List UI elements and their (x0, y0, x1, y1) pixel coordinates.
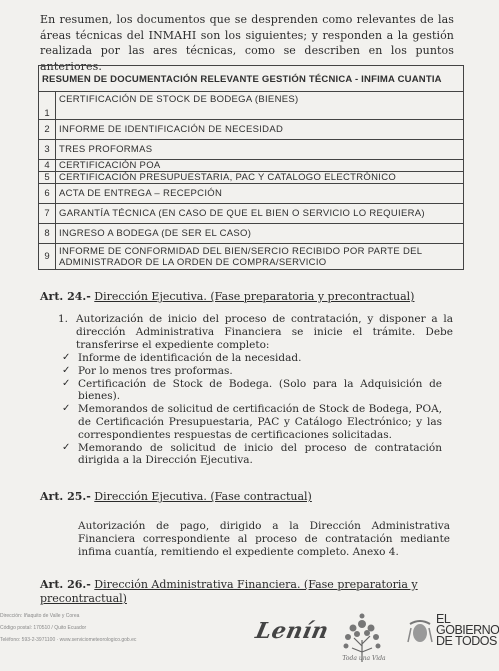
summary-table (38, 65, 464, 270)
row-text: CERTIFICACIÓN PRESUPUESTARIA, PAC Y CATALOGO ELECTRÓNICO (56, 172, 464, 184)
check-icon: ✓ (62, 441, 71, 453)
row-text: INFORME DE CONFORMIDAD DEL BIEN/SERCIO RECIBIDO POR PARTE DEL ADMINISTRADOR DE LA ORDEN DE COMPRA/SERVICIO (56, 244, 464, 270)
table-row (39, 204, 464, 224)
row-number: 4 (39, 160, 56, 172)
article-24-heading (40, 290, 470, 304)
coat-of-arms-icon (408, 618, 432, 648)
tree-logo-caption: Toda una Vida (342, 655, 386, 662)
gov-logo-line: GOBIERNO (436, 623, 499, 637)
address-line: Teléfono: 593-2-3971100 · www.serviciometeorologico.gob.ec (0, 637, 137, 643)
address-line: Código postal: 170510 / Quito Ecuador (0, 625, 87, 631)
table-row (39, 244, 464, 270)
check-icon: ✓ (62, 364, 71, 376)
row-text: CERTIFICACIÓN DE STOCK DE BODEGA (BIENES) (56, 92, 464, 120)
table-row (39, 160, 464, 172)
check-icon: ✓ (62, 352, 71, 363)
list-item-text: Memorandos de solicitud de certificación de Stock de Bodega, POA, de Certificación Presupuestaria, PAC y Catálogo Electrónico; y las correspondientes respuestas de certificaciones solicitadas. (78, 403, 442, 441)
row-number: 5 (39, 172, 56, 184)
row-number: 6 (39, 184, 56, 204)
article-25-paragraph: Autorización de pago, dirigido a la Dirección Administrativa Financiera correspondiente al proceso de contratación mediante infima cuantía, remitiendo el expediente completo. Anexo 4. (78, 520, 450, 558)
footer-address (0, 610, 200, 646)
table-row (39, 92, 464, 120)
row-number: 2 (39, 120, 56, 140)
row-number: 7 (39, 204, 56, 224)
gov-logo-line: DE TODOS (436, 634, 497, 648)
row-number: 9 (39, 244, 56, 270)
summary-table-header: RESUMEN DE DOCUMENTACIÓN RELEVANTE GESTIÓN TÉCNICA - INFIMA CUANTIA (39, 66, 464, 92)
list-item (62, 403, 442, 441)
item-text: Autorización de inicio del proceso de contratación, y disponer a la dirección Administrativa Financiera se inicie el trámite. Debe transferirse el expediente completo: (76, 313, 453, 351)
article-26-heading (40, 578, 470, 606)
table-row (39, 120, 464, 140)
list-item (62, 352, 442, 365)
article-title: Dirección Ejecutiva. (Fase preparatoria y precontractual) (94, 290, 415, 303)
intro-paragraph: En resumen, los documentos que se desprenden como relevantes de las áreas técnicas del INMAHI son los siguientes; y responden a la gestión realizada por las ares técnicas, como se describen en los puntos anteriores. (40, 13, 454, 73)
numbered-item (58, 313, 453, 351)
row-text: INFORME DE IDENTIFICACIÓN DE NECESIDAD (56, 120, 464, 140)
gobierno-logo (436, 614, 499, 647)
row-text: CERTIFICACIÓN POA (56, 160, 464, 172)
checklist (62, 352, 442, 467)
row-text: ACTA DE ENTREGA – RECEPCIÓN (56, 184, 464, 204)
list-item (62, 378, 442, 404)
row-number: 3 (39, 140, 56, 160)
gov-logo-line: EL (436, 612, 451, 626)
table-row (39, 184, 464, 204)
row-number: 8 (39, 224, 56, 244)
article-title: Dirección Ejecutiva. (Fase contractual) (94, 490, 312, 503)
table-row (39, 172, 464, 184)
list-item (62, 442, 442, 468)
lenin-signature-logo: Lenín (253, 618, 332, 644)
item-number: 1. (58, 313, 69, 325)
check-icon: ✓ (62, 403, 71, 415)
list-item-text: Informe de identificación de la necesidad. (78, 352, 302, 364)
table-row (39, 224, 464, 244)
row-number: 1 (39, 92, 56, 120)
list-item-text: Certificación de Stock de Bodega. (Solo para la Adquisición de bienes). (78, 377, 442, 403)
article-label: Art. 26.- (40, 578, 91, 591)
check-icon: ✓ (62, 377, 71, 389)
article-label: Art. 24.- (40, 290, 91, 303)
row-text: GARANTÍA TÉCNICA (EN CASO DE QUE EL BIEN O SERVICIO LO REQUIERA) (56, 204, 464, 224)
article-label: Art. 25.- (40, 490, 91, 503)
list-item-text: Memorando de solicitud de inicio del proceso de contratación dirigida a la Dirección Ejecutiva. (78, 441, 442, 467)
list-item-text: Por lo menos tres proformas. (78, 364, 233, 377)
article-25-heading (40, 490, 470, 504)
table-row (39, 140, 464, 160)
row-text: TRES PROFORMAS (56, 140, 464, 160)
row-text: INGRESO A BODEGA (DE SER EL CASO) (56, 224, 464, 244)
article-title: Dirección Administrativa Financiera. (Fase preparatoria y precontractual) (40, 578, 418, 605)
list-item (62, 365, 442, 378)
address-line: Dirección: Iñaquito de Valle y Corea (0, 613, 80, 619)
